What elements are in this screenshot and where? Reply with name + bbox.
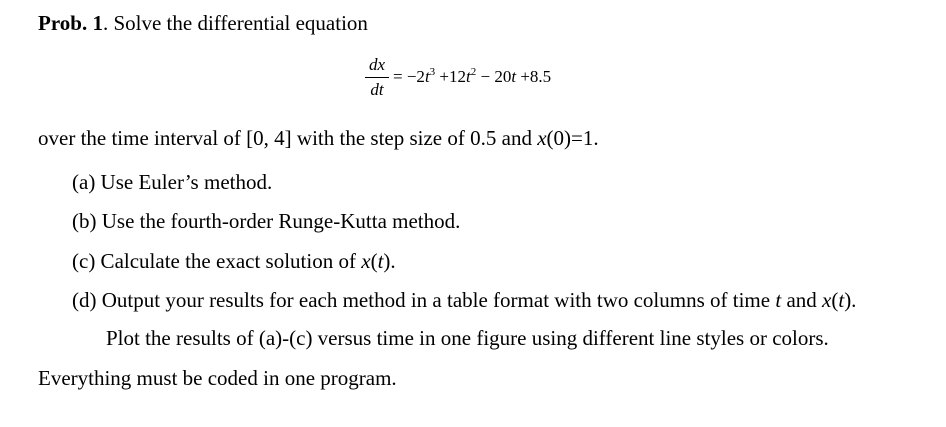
rhs-exp-3: 3 (429, 66, 436, 78)
rhs-term-2: +12 (435, 67, 467, 86)
fraction-bar (365, 77, 389, 78)
item-b: (b) Use the fourth-order Runge-Kutta method. (72, 209, 461, 233)
item-d-after: ). (844, 288, 857, 312)
condition-var: x (537, 126, 547, 150)
rhs-exp-2: 2 (470, 66, 477, 78)
condition-text-before: over the time interval of [0, 4] with the step size of 0.5 and (38, 126, 538, 150)
rhs-var-2: t (466, 67, 471, 86)
item-d-t: t (775, 288, 782, 312)
fraction-denominator: dt (370, 80, 384, 99)
problem-intro: . Solve the differential equation (102, 11, 368, 35)
condition-text-after: (0)=1. (546, 126, 599, 150)
item-d-and: and (781, 288, 823, 312)
item-d-t2: t (838, 288, 845, 312)
rhs-term-3: − 20 (476, 67, 512, 86)
rhs-prefix: = −2 (393, 67, 425, 86)
item-c (72, 249, 396, 273)
item-c-x: x (361, 249, 371, 273)
final-instruction: Everything must be coded in one program. (38, 366, 397, 390)
item-d-text: (d) Output your results for each method in a table format with two columns of time (72, 288, 776, 312)
plot-instruction: Plot the results of (a)-(c) versus time in one figure using different line styles or colors. (106, 326, 829, 350)
fraction-numerator: dx (368, 55, 386, 74)
item-d-paren: ( (831, 288, 839, 312)
item-c-t: t (377, 249, 384, 273)
item-c-after: ). (383, 249, 396, 273)
rhs-var-3: t (511, 67, 517, 86)
item-d-x: x (822, 288, 832, 312)
interval-condition (38, 126, 599, 150)
rhs-term-4: +8.5 (516, 67, 552, 86)
problem-label: Prob. 1 (38, 11, 103, 35)
item-d (72, 288, 856, 312)
equation-rhs (393, 67, 551, 87)
item-a: (a) Use Euler’s method. (72, 170, 273, 194)
item-c-paren: ( (370, 249, 378, 273)
item-c-text: (c) Calculate the exact solution of (72, 249, 362, 273)
problem-title (38, 11, 368, 35)
rhs-var-1: t (424, 67, 430, 86)
